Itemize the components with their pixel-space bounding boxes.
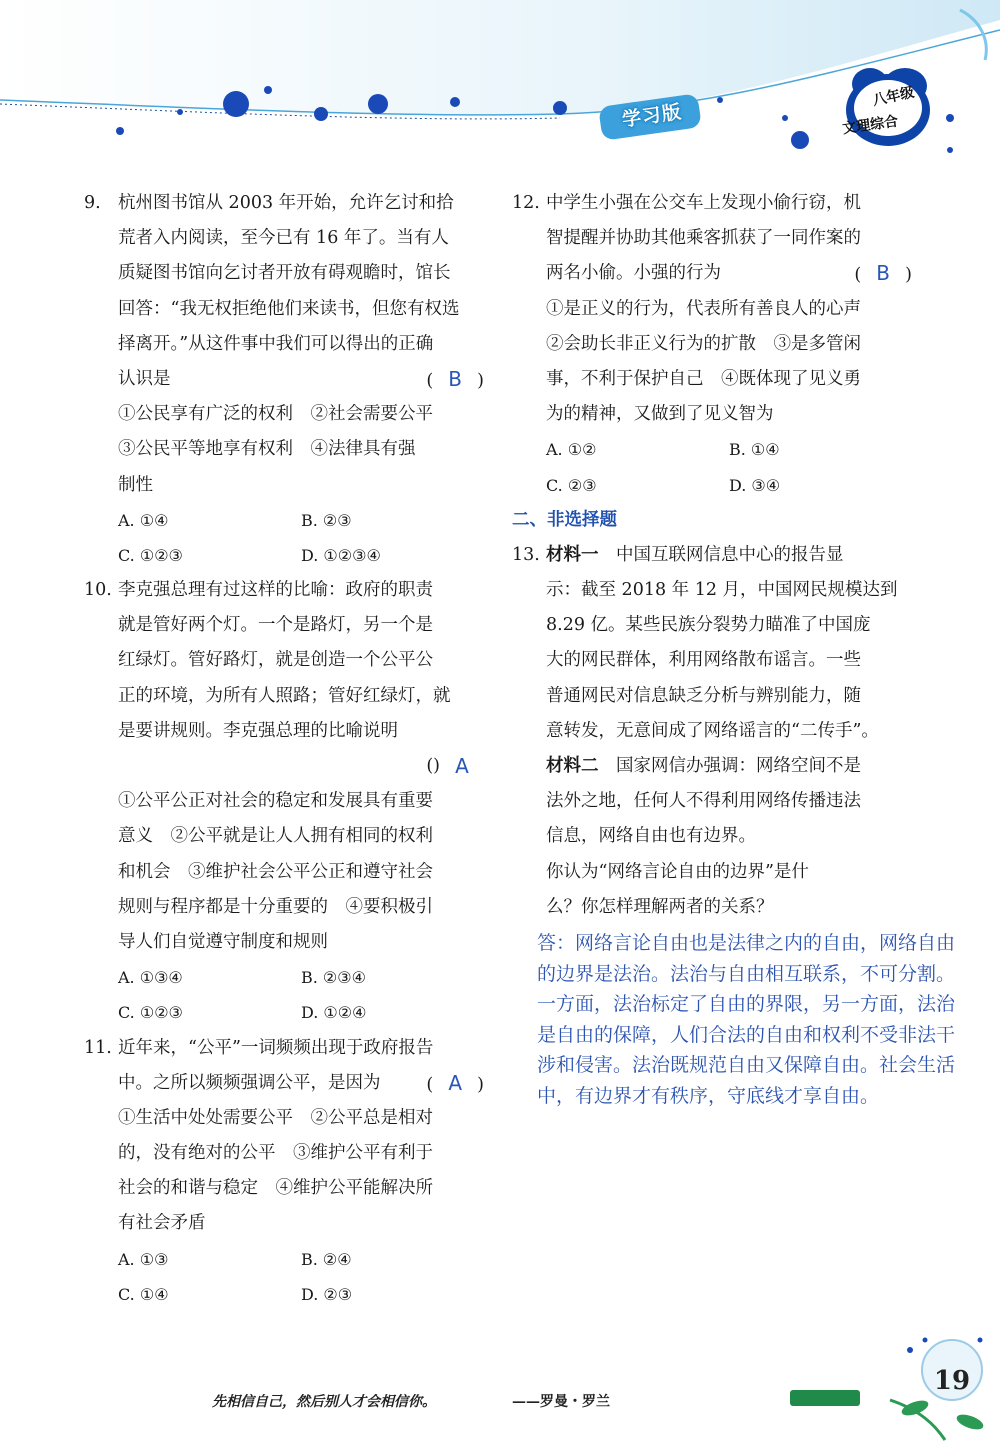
answer-bracket: ( A ) bbox=[426, 1066, 484, 1103]
question-text: 是要讲规则。李克强总理的比喻说明 bbox=[118, 720, 398, 741]
question-prompt: 你认为“网络言论自由的边界”是什 bbox=[546, 861, 809, 882]
question-text: 就是管好两个灯。一个是路灯，另一个是 bbox=[118, 615, 433, 636]
answer-bracket: ( B ) bbox=[426, 362, 484, 399]
statement-line: 事，不利于保护自己 ④既体现了见义勇 bbox=[546, 368, 861, 389]
question-13 bbox=[512, 538, 912, 925]
statement-line: ②会助长非正义行为的扩散 ③是多管闲 bbox=[546, 333, 861, 354]
material-label: 材料二 bbox=[546, 756, 599, 777]
answer-line: 一方面，法治标定了自由的界限，另一方面，法治 bbox=[537, 993, 956, 1015]
statement-line: 导人们自觉遵守制度和规则 bbox=[118, 931, 328, 952]
question-text: 李克强总理有过这样的比喻：政府的职责 bbox=[118, 580, 433, 601]
question-text: 回答：“我无权拒绝他们来读书，但您有权选 bbox=[118, 298, 460, 319]
question-11 bbox=[84, 1031, 484, 1313]
answer-bracket: ( A ) bbox=[84, 749, 484, 784]
statement-line: 制性 bbox=[118, 474, 153, 495]
subject-label: 文理综合 bbox=[841, 113, 900, 138]
options-row bbox=[84, 1242, 484, 1277]
option-b: B. ②③ bbox=[301, 510, 352, 530]
question-text: 近年来，“公平”一词频频出现于政府报告 bbox=[118, 1037, 434, 1058]
page-number: 19 bbox=[933, 1366, 971, 1396]
answer-line: 中，有边界才有秩序，守底线才享自由。 bbox=[537, 1084, 880, 1107]
question-number: 10. bbox=[84, 580, 112, 601]
option-a: A. ①② bbox=[546, 440, 597, 460]
statement-line: ①生活中处处需要公平 ②公平总是相对 bbox=[118, 1107, 433, 1128]
question-text: 认识是 bbox=[118, 368, 171, 389]
material-text: 中国互联网信息中心的报告显 bbox=[598, 544, 844, 565]
answer-line: 答：网络言论自由也是法律之内的自由，网络自由 bbox=[537, 932, 956, 954]
footer-quote: 先相信自己，然后别人才会相信你。 bbox=[212, 1394, 436, 1410]
option-a: A. ①③④ bbox=[118, 968, 183, 988]
option-b: B. ②③④ bbox=[301, 968, 366, 988]
options-row bbox=[84, 503, 484, 538]
header-decoration bbox=[0, 0, 1000, 200]
material-text: 信息，网络自由也有边界。 bbox=[546, 826, 756, 847]
question-9 bbox=[84, 186, 484, 573]
handwritten-answer-block bbox=[537, 928, 1000, 1111]
answer-bracket: ( B ) bbox=[854, 256, 912, 293]
material-text: 示：截至 2018 年 12 月，中国网民规模达到 bbox=[546, 580, 898, 601]
option-d: D. ③④ bbox=[729, 475, 781, 495]
option-b: B. ②④ bbox=[301, 1249, 352, 1269]
option-d: D. ②③ bbox=[301, 1284, 353, 1304]
statement-line: 规则与程序都是十分重要的 ④要积极引 bbox=[118, 896, 433, 917]
option-d: D. ①②④ bbox=[301, 1003, 367, 1023]
material-text: 国家网信办强调：网络空间不是 bbox=[598, 756, 861, 777]
options-row bbox=[512, 468, 912, 503]
answer-line: 是自由的保障，人们合法的自由和权利不受非法干 bbox=[537, 1023, 956, 1046]
options-row bbox=[84, 538, 484, 573]
question-prompt: 么？你怎样理解两者的关系？ bbox=[546, 896, 774, 917]
question-text: 荒者入内阅读，至今已有 16 年了。当有人 bbox=[118, 228, 449, 249]
question-text: 红绿灯。管好路灯，就是创造一个公平公 bbox=[118, 650, 433, 671]
material-text: 大的网民群体，利用网络散布谣言。一些 bbox=[546, 650, 861, 671]
statement-line: ①公平公正对社会的稳定和发展具有重要 bbox=[118, 791, 433, 812]
statement-line: 有社会矛盾 bbox=[118, 1213, 206, 1234]
question-text: 杭州图书馆从 2003 年开始，允许乞讨和拾 bbox=[118, 193, 454, 213]
option-b: B. ①④ bbox=[729, 440, 780, 460]
option-c: C. ①②③ bbox=[118, 1003, 183, 1023]
question-text: 质疑图书馆向乞讨者开放有碍观瞻时，馆长 bbox=[118, 263, 451, 284]
option-c: C. ②③ bbox=[546, 475, 597, 495]
question-number: 12. bbox=[512, 193, 540, 213]
right-column bbox=[512, 186, 912, 925]
options-row bbox=[84, 960, 484, 995]
question-text: 智提醒并协助其他乘客抓获了一同作案的 bbox=[546, 228, 861, 249]
material-text: 8.29 亿。某些民族分裂势力瞄准了中国庞 bbox=[546, 615, 871, 636]
answer-line: 的边界是法治。法治与自由相互联系，不可分割。 bbox=[537, 962, 956, 985]
question-number: 11. bbox=[84, 1037, 112, 1058]
handwritten-answer: A bbox=[448, 1070, 463, 1095]
statement-line: ①是正义的行为，代表所有善良人的心声 bbox=[546, 298, 861, 319]
statement-line: 和机会 ③维护社会公平公正和遵守社会 bbox=[118, 861, 433, 882]
question-text: 中学生小强在公交车上发现小偷行窃，机 bbox=[546, 193, 861, 213]
question-12 bbox=[512, 186, 912, 503]
answer-line: 涉和侵害。法治既规范自由又保障自由。社会生活 bbox=[537, 1054, 956, 1076]
footer-author: ——罗曼・罗兰 bbox=[512, 1394, 610, 1410]
statement-line: 的，没有绝对的公平 ③维护公平有利于 bbox=[118, 1143, 433, 1164]
statement-line: ③公民平等地享有权利 ④法律具有强 bbox=[118, 439, 416, 460]
option-c: C. ①④ bbox=[118, 1284, 169, 1304]
question-text: 两名小偷。小强的行为 bbox=[546, 263, 721, 284]
question-text: 正的环境，为所有人照路；管好红绿灯，就 bbox=[118, 685, 451, 706]
question-number: 13. bbox=[512, 544, 540, 565]
material-text: 普通网民对信息缺乏分析与辨别能力，随 bbox=[546, 685, 861, 706]
statement-line: 为的精神，又做到了见义智为 bbox=[546, 404, 774, 425]
question-number: 9. bbox=[84, 193, 101, 213]
material-label: 材料一 bbox=[546, 544, 599, 565]
edition-badge: 学习版 bbox=[620, 100, 684, 132]
statement-line: 社会的和谐与稳定 ④维护公平能解决所 bbox=[118, 1178, 433, 1199]
material-text: 意转发，无意间成了网络谣言的“二传手”。 bbox=[546, 720, 879, 741]
grade-label: 八年级 bbox=[871, 84, 916, 110]
question-text: 中。之所以频频强调公平，是因为 bbox=[118, 1072, 381, 1093]
left-column bbox=[84, 186, 484, 1312]
option-d: D. ①②③④ bbox=[301, 545, 381, 565]
options-row bbox=[84, 1277, 484, 1312]
option-a: A. ①③ bbox=[118, 1249, 169, 1269]
options-row bbox=[512, 432, 912, 467]
section-title: 二、非选择题 bbox=[512, 509, 617, 530]
statement-line: ①公民享有广泛的权利 ②社会需要公平 bbox=[118, 404, 433, 425]
handwritten-answer: B bbox=[448, 366, 463, 391]
option-a: A. ①④ bbox=[118, 510, 169, 530]
options-row bbox=[84, 995, 484, 1030]
statement-line: 意义 ②公平就是让人人拥有相同的权利 bbox=[118, 826, 433, 847]
material-text: 法外之地，任何人不得利用网络传播违法 bbox=[546, 791, 861, 812]
question-10 bbox=[84, 573, 484, 1030]
question-text: 择离开。”从这件事中我们可以得出的正确 bbox=[118, 333, 434, 354]
handwritten-answer: A bbox=[455, 754, 469, 778]
handwritten-answer: B bbox=[876, 261, 891, 286]
option-c: C. ①②③ bbox=[118, 545, 183, 565]
